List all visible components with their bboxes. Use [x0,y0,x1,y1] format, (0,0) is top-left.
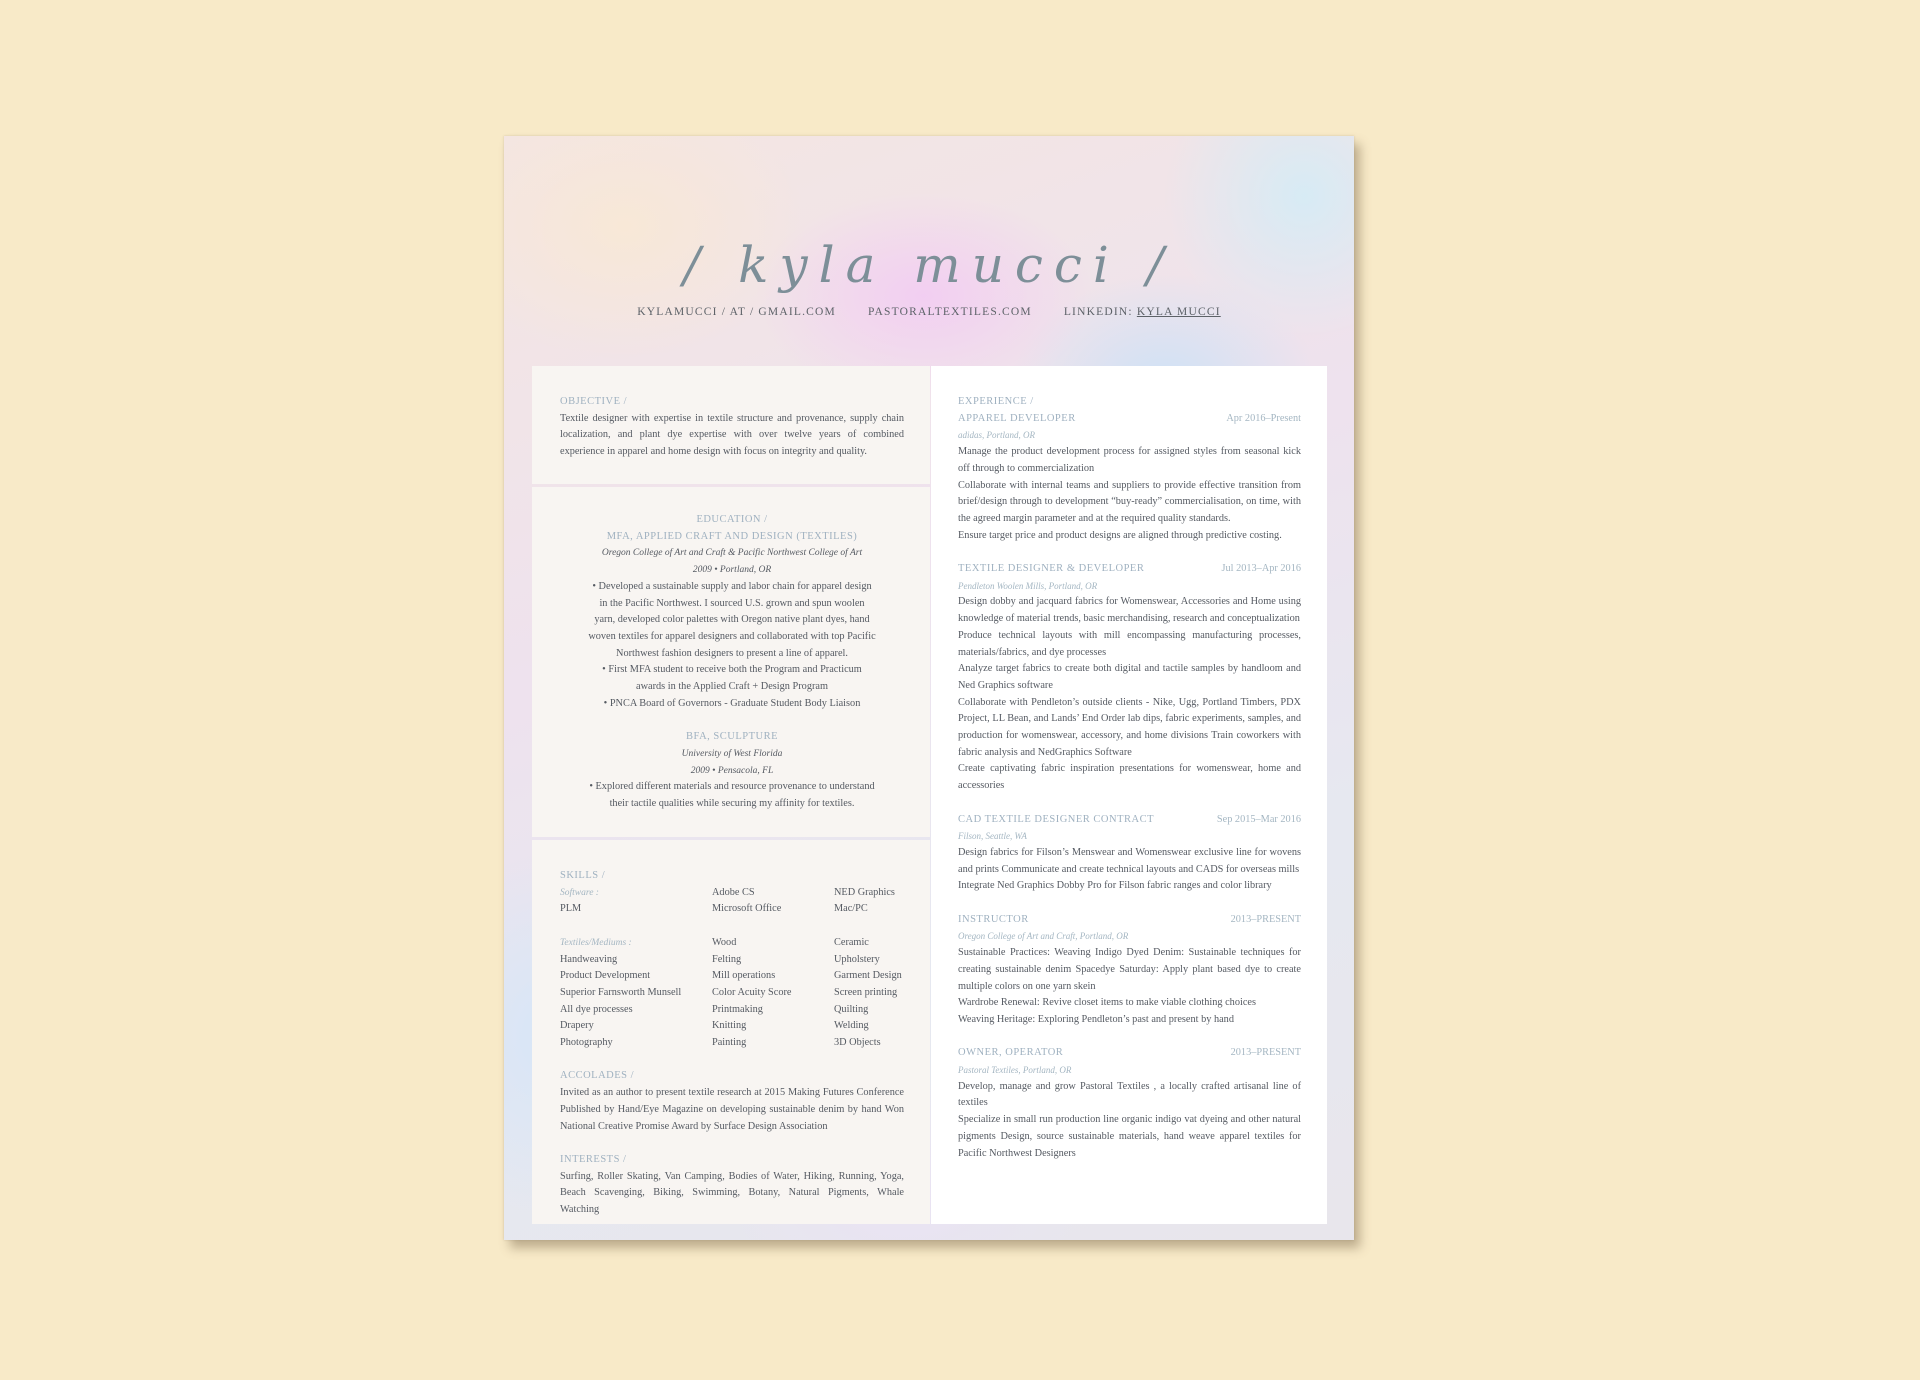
mfa-school: Oregon College of Art and Craft & Pacific Northwest College of Art [601,548,863,559]
software-grid [560,885,904,918]
accolades-heading: ACCOLADES / [560,1070,635,1082]
bfa-date: 2009 • Pensacola, FL [690,765,774,776]
bfa-degree: BFA, SCULPTURE [686,731,778,743]
job-company: Oregon College of Art and Craft, Portland, OR [958,931,1129,942]
skill-item: Painting [712,1037,747,1049]
skill-item: Upholstery [834,953,880,965]
skill-item: Product Development [560,970,651,982]
job-entry [958,561,1301,795]
skill-item: All dye processes [560,1003,633,1015]
skill-item: Garment Design [834,970,902,982]
contact-bar [504,306,1354,318]
job-date: Apr 2016–Present [1226,412,1301,424]
objective-text: Textile designer with expertise in textile structure and provenance, supply chain localization, and plant dye expertise with over twelve years of combined experience in apparel and home design with focus on integrity and quality. [560,412,904,458]
job-item: Design fabrics for Filson’s Menswear and Womenswear exclusive line for wovens and prints Communicate and create technical layouts and CADS for overseas mills [958,846,1301,875]
job-role: OWNER, OPERATOR [958,1047,1064,1059]
skill-item: Adobe CS [712,886,755,898]
skill-item: Printmaking [712,1003,763,1015]
skill-item: 3D Objects [834,1037,881,1049]
objective-heading: OBJECTIVE / [560,396,628,407]
job-item: Integrate Ned Graphics Dobby Pro for Filson fabric ranges and color library [958,880,1272,892]
job-item: Ensure target price and product designs are aligned through predictive costing. [958,529,1282,541]
experience-heading: EXPERIENCE / [958,396,1034,407]
job-date: Jul 2013–Apr 2016 [1221,563,1301,575]
job-item: Specialize in small run production line organic indigo vat dyeing and other natural pigments Design, source sustainable materials, hand weave apparel textiles for Pacific Northwest Designers [958,1114,1301,1159]
mfa-line: Northwest fashion designers to present a line of apparel. [616,647,848,659]
job-date: Sep 2015–Mar 2016 [1216,813,1301,825]
left-column [532,366,930,1224]
accolades-text: Invited as an author to present textile research at 2015 Making Futures Conference Published by Hand/Eye Magazine on developing sustainable denim by hand Won National Creative Promise Award by Surface Design Association [560,1087,904,1132]
job-company: Pendleton Woolen Mills, Portland, OR [958,580,1098,591]
email-text: KYLAMUCCI / AT / GMAIL.COM [637,306,836,318]
mfa-line: yarn, developed color palettes with Oregon native plant dyes, hand [594,614,870,626]
skill-item: Wood [712,936,737,948]
job-item: Weaving Heritage: Exploring Pendleton’s past and present by hand [958,1013,1234,1025]
job-role: INSTRUCTOR [958,913,1029,925]
linkedin-link[interactable]: KYLA MUCCI [1136,306,1221,318]
skill-item: Welding [834,1020,869,1032]
job-role: TEXTILE DESIGNER & DEVELOPER [958,563,1145,575]
job-company: Filson, Seattle, WA [958,831,1027,842]
skill-item: Photography [560,1037,613,1049]
resume-name: / kyla mucci / [683,236,1175,294]
linkedin-group [1064,306,1221,318]
job-item: Create captivating fabric inspiration presentations for womenswear, home and accessories [958,763,1301,792]
objective-section [532,366,930,484]
skill-item: Drapery [560,1020,594,1032]
mfa-line: • Developed a sustainable supply and labor chain for apparel design [592,580,872,592]
education-heading: EDUCATION / [696,514,768,525]
mfa-line: woven textiles for apparel designers and collaborated with top Pacific [588,630,876,642]
bfa-school: University of West Florida [681,748,783,759]
job-item: Wardrobe Renewal: Revive closet items to make viable clothing choices [958,997,1256,1009]
linkedin-label: LINKEDIN: [1063,306,1133,318]
job-company: adidas, Portland, OR [958,430,1036,441]
skill-item: Mill operations [712,970,776,982]
job-item: Produce technical layouts with mill encompassing manufacturing processes, materials/fabrics, and dye processes [958,629,1301,658]
skill-item: Quilting [834,1003,869,1015]
job-date: 2013–PRESENT [1230,913,1301,925]
skill-item: Microsoft Office [712,903,782,915]
job-item: Sustainable Practices: Weaving Indigo Dyed Denim: Sustainable techniques for creating sustainable denim Spacedye Saturday: Apply plant based dye to create multiple colors on one yarn skein [958,947,1301,992]
skill-item: Screen printing [834,986,898,998]
textiles-label: Textiles/Mediums : [560,937,632,948]
mfa-line: in the Pacific Northwest. I sourced U.S. grown and spun woolen [599,597,865,609]
mfa-degree: MFA, APPLIED CRAFT AND DESIGN (TEXTILES) [606,530,858,542]
job-item: Analyze target fabrics to create both digital and tactile samples by handloom and Ned Graphics software [958,663,1301,691]
job-date: 2013–PRESENT [1230,1047,1301,1059]
bfa-line: • Explored different materials and resource provenance to understand [589,781,875,793]
job-item: Collaborate with internal teams and suppliers to provide effective transition from brief/design through to development “buy-ready” commercialisation, on time, with the agreed margin parameter and at the required quality standards. [958,479,1301,524]
job-role: APPAREL DEVELOPER [958,412,1076,424]
job-item: Manage the product development process for assigned styles from seasonal kick off through to commercialization [958,446,1301,474]
skill-item: Handweaving [560,953,618,965]
job-entry [958,812,1301,896]
job-entry [958,1045,1301,1162]
mfa-date: 2009 • Portland, OR [692,565,772,576]
interests-heading: INTERESTS / [560,1153,627,1165]
software-label: Software : [560,887,599,898]
education-section [532,487,930,837]
mfa-line: • First MFA student to receive both the Program and Practicum [602,664,862,676]
job-entry [958,912,1301,1029]
experience-section [931,366,1327,1224]
bfa-line: their tactile qualities while securing my affinity for textiles. [609,797,855,809]
skills-heading: SKILLS / [560,870,606,881]
skill-item: NED Graphics [834,886,895,898]
skill-item: Ceramic [834,936,869,948]
job-role: CAD TEXTILE DESIGNER CONTRACT [958,813,1155,825]
interests-text: Surfing, Roller Skating, Van Camping, Bodies of Water, Hiking, Running, Yoga, Beach Scavenging, Biking, Swimming, Botany, Natural Pigments, Whale Watching [560,1170,904,1216]
mfa-line: awards in the Applied Craft + Design Program [636,681,828,693]
skill-item: Felting [712,953,742,965]
skill-item: Mac/PC [834,903,868,915]
skill-item: Knitting [712,1020,747,1032]
job-entry [958,411,1301,545]
job-company: Pastoral Textiles, Portland, OR [958,1065,1072,1076]
resume-sheet [504,136,1354,1240]
skill-item: Color Acuity Score [712,986,792,998]
website-link[interactable]: PASTORALTEXTILES.COM [867,306,1032,318]
skill-item: Superior Farnsworth Munsell [560,986,682,998]
job-item: Collaborate with Pendleton’s outside clients - Nike, Ugg, Portland Timbers, PDX Project, LL Bean, and Lands’ End Order lab dips, fabric experiments, samples, and production for womenswear, accessory, and home divisions Train coworkers with fabric analysis and NedGraphics Software [958,696,1301,758]
job-item: Develop, manage and grow Pastoral Textiles , a locally crafted artisanal line of textiles [958,1080,1301,1109]
skill-item: PLM [560,903,582,915]
textiles-grid [560,935,904,1052]
mfa-line: • PNCA Board of Governors - Graduate Student Body Liaison [603,697,861,709]
skills-section [532,840,930,1224]
job-item: Design dobby and jacquard fabrics for Womenswear, Accessories and Home using knowledge of material trends, basic merchandising, research and conceptualization [958,596,1301,625]
